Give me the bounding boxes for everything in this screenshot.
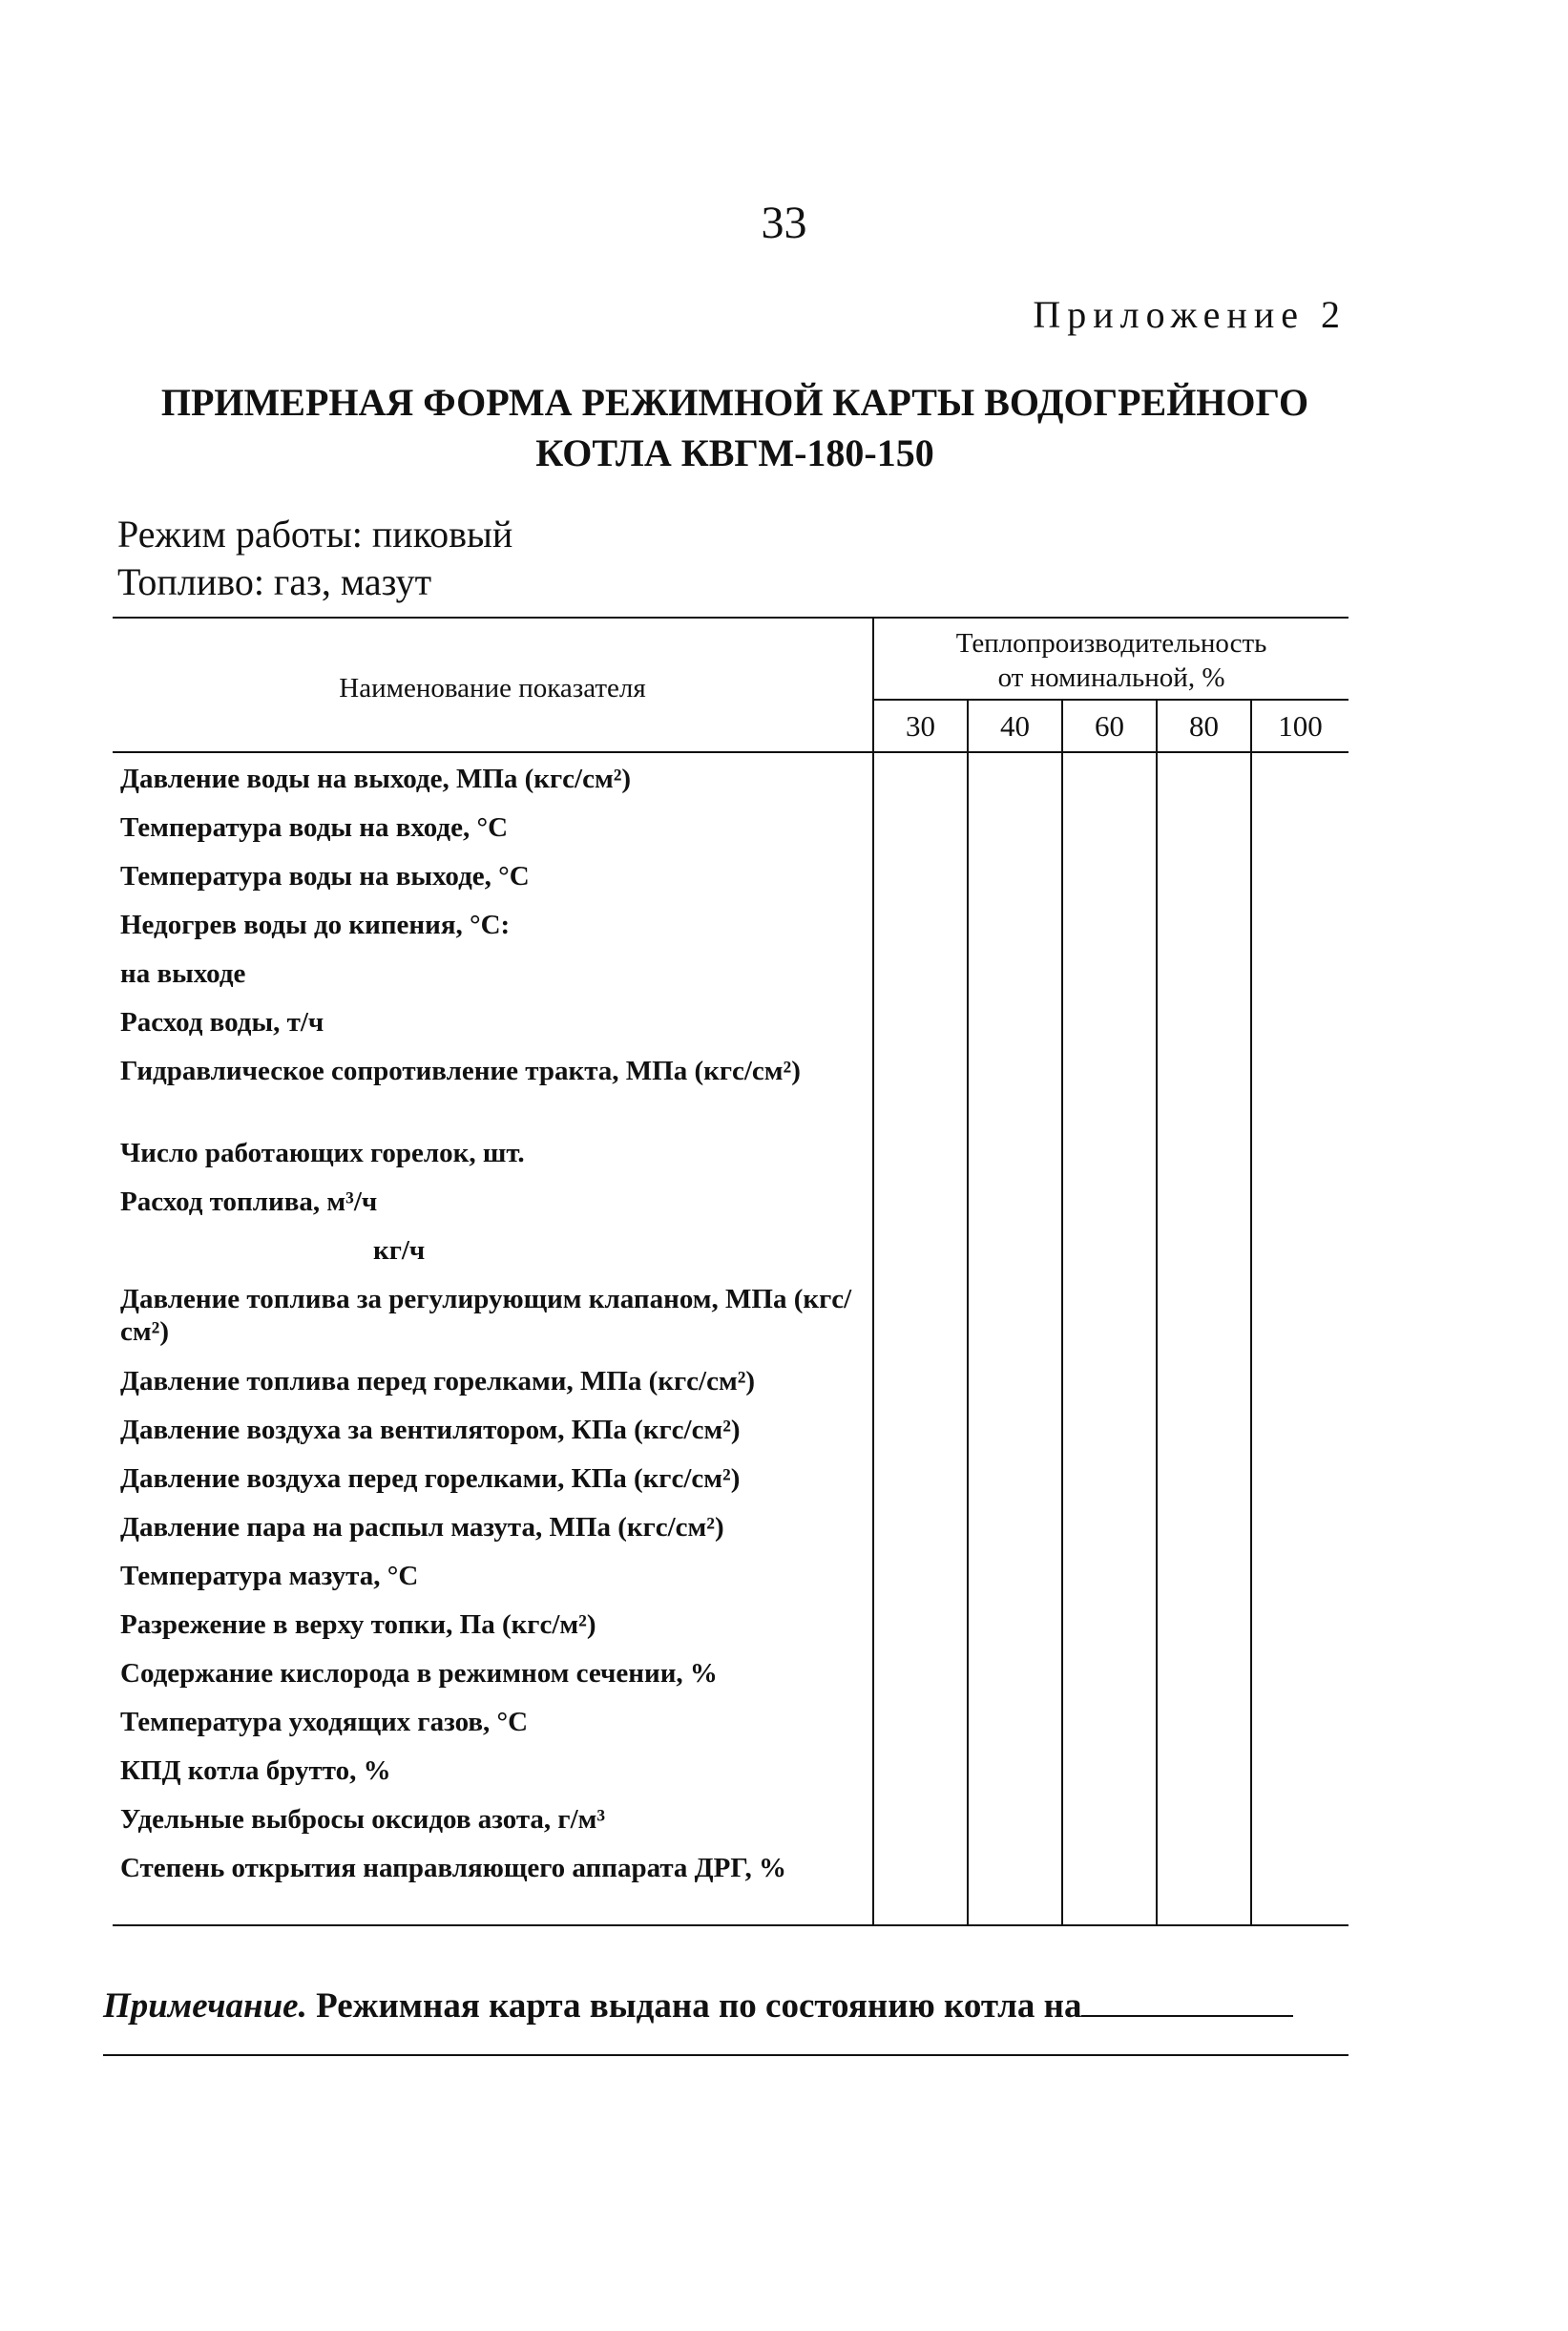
value-cell — [873, 1550, 968, 1599]
value-cell — [1062, 1045, 1157, 1127]
value-cell — [1251, 1404, 1348, 1453]
value-cell — [968, 1355, 1062, 1404]
row-label: Степень открытия направляющего аппарата ДРГ, % — [113, 1842, 873, 1925]
value-cell — [968, 802, 1062, 850]
value-cell — [873, 1648, 968, 1696]
capacity-group-header — [873, 618, 1348, 700]
value-cell — [1251, 899, 1348, 948]
table-row — [113, 1176, 1348, 1225]
value-cell — [1157, 1225, 1251, 1273]
bottom-rule — [103, 2054, 1348, 2056]
value-cell — [1062, 899, 1157, 948]
value-cell — [1157, 850, 1251, 899]
load-column-header: 80 — [1157, 700, 1251, 752]
value-cell — [1251, 1225, 1348, 1273]
capacity-header-line-2: от номинальной, % — [997, 662, 1225, 694]
table-row — [113, 1453, 1348, 1502]
capacity-header-line-1: Теплопроизводительность — [955, 628, 1267, 660]
value-cell — [1157, 802, 1251, 850]
value-cell — [1062, 1648, 1157, 1696]
row-label: Давление пара на распыл мазута, МПа (кгс/см²) — [113, 1502, 873, 1550]
value-cell — [1062, 1225, 1157, 1273]
table-row — [113, 1045, 1348, 1127]
value-cell — [873, 1273, 968, 1355]
load-column-header: 100 — [1251, 700, 1348, 752]
value-cell — [1251, 802, 1348, 850]
table-row — [113, 1273, 1348, 1355]
row-label: Температура мазута, °С — [113, 1550, 873, 1599]
value-cell — [1157, 899, 1251, 948]
value-cell — [1251, 1127, 1348, 1176]
row-label: Удельные выбросы оксидов азота, г/м³ — [113, 1794, 873, 1842]
value-cell — [968, 1273, 1062, 1355]
value-cell — [968, 752, 1062, 802]
table-row — [113, 899, 1348, 948]
value-cell — [873, 1127, 968, 1176]
row-label: Давление воздуха за вентилятором, КПа (кгс/см²) — [113, 1404, 873, 1453]
document-meta — [117, 511, 512, 606]
table-row — [113, 1355, 1348, 1404]
value-cell — [968, 997, 1062, 1045]
value-cell — [1251, 1273, 1348, 1355]
value-cell — [968, 1794, 1062, 1842]
row-label: Давление топлива перед горелками, МПа (кгс/см²) — [113, 1355, 873, 1404]
value-cell — [1062, 1842, 1157, 1925]
value-cell — [1251, 1502, 1348, 1550]
value-cell — [1251, 1355, 1348, 1404]
row-label: Расход воды, т/ч — [113, 997, 873, 1045]
note-blank-line — [1081, 1992, 1293, 2017]
table-row — [113, 1696, 1348, 1745]
mode-line: Режим работы: пиковый — [117, 513, 513, 556]
value-cell — [1251, 752, 1348, 802]
table-row — [113, 1404, 1348, 1453]
value-cell — [1251, 1648, 1348, 1696]
value-cell — [968, 1045, 1062, 1127]
value-cell — [1157, 1648, 1251, 1696]
note-label: Примечание. — [103, 1986, 307, 2026]
table-row — [113, 1794, 1348, 1842]
row-label: Давление топлива за регулирующим клапаном, МПа (кгс/см²) — [113, 1273, 873, 1355]
row-label: Недогрев воды до кипения, °С: — [113, 899, 873, 948]
value-cell — [873, 1045, 968, 1127]
page-number: 33 — [761, 198, 807, 248]
value-cell — [1157, 1355, 1251, 1404]
value-cell — [873, 1225, 968, 1273]
value-cell — [968, 850, 1062, 899]
table-row — [113, 1745, 1348, 1794]
value-cell — [1251, 1453, 1348, 1502]
row-label: Гидравлическое сопротивление тракта, МПа (кгс/см²) — [113, 1045, 873, 1127]
value-cell — [968, 1745, 1062, 1794]
load-column-header: 30 — [873, 700, 968, 752]
document-title — [115, 377, 1355, 478]
table-row — [113, 997, 1348, 1045]
table-row — [113, 1502, 1348, 1550]
value-cell — [873, 1745, 968, 1794]
value-cell — [1251, 1696, 1348, 1745]
value-cell — [873, 1842, 968, 1925]
row-label — [113, 1225, 873, 1273]
value-cell — [1062, 1355, 1157, 1404]
value-cell — [1157, 1842, 1251, 1925]
value-cell — [1251, 1745, 1348, 1794]
value-cell — [1251, 1842, 1348, 1925]
value-cell — [1157, 1502, 1251, 1550]
value-cell — [968, 1225, 1062, 1273]
value-cell — [968, 1502, 1062, 1550]
row-label: на выходе — [113, 948, 873, 997]
value-cell — [873, 1696, 968, 1745]
value-cell — [1062, 1696, 1157, 1745]
value-cell — [1157, 1550, 1251, 1599]
value-cell — [968, 899, 1062, 948]
row-label: Число работающих горелок, шт. — [113, 1127, 873, 1176]
table-row — [113, 1550, 1348, 1599]
value-cell — [1157, 1453, 1251, 1502]
value-cell — [873, 1794, 968, 1842]
note-text: Режимная карта выдана по состоянию котла на — [316, 1986, 1082, 2026]
value-cell — [968, 1453, 1062, 1502]
row-label: Расход топлива, м³/ч — [113, 1176, 873, 1225]
row-label: Содержание кислорода в режимном сечении, % — [113, 1648, 873, 1696]
value-cell — [1062, 1550, 1157, 1599]
table-row — [113, 752, 1348, 802]
table-row — [113, 850, 1348, 899]
value-cell — [1157, 1745, 1251, 1794]
value-cell — [873, 1502, 968, 1550]
value-cell — [873, 997, 968, 1045]
value-cell — [873, 802, 968, 850]
value-cell — [968, 1599, 1062, 1648]
value-cell — [1157, 1696, 1251, 1745]
value-cell — [1251, 997, 1348, 1045]
table-row — [113, 1225, 1348, 1273]
value-cell — [1157, 1127, 1251, 1176]
row-label: Температура воды на выходе, °С — [113, 850, 873, 899]
value-cell — [1157, 752, 1251, 802]
value-cell — [1157, 1404, 1251, 1453]
table-row — [113, 1599, 1348, 1648]
table-row — [113, 948, 1348, 997]
appendix-label: Приложение 2 — [1033, 293, 1347, 336]
row-label: Температура уходящих газов, °С — [113, 1696, 873, 1745]
row-label: Разрежение в верху топки, Па (кгс/м²) — [113, 1599, 873, 1648]
value-cell — [1062, 997, 1157, 1045]
fuel-line: Топливо: газ, мазут — [117, 560, 432, 603]
value-cell — [968, 1550, 1062, 1599]
value-cell — [1157, 948, 1251, 997]
value-cell — [1251, 850, 1348, 899]
value-cell — [1251, 1176, 1348, 1225]
value-cell — [968, 1176, 1062, 1225]
value-cell — [1157, 1794, 1251, 1842]
value-cell — [1251, 1599, 1348, 1648]
value-cell — [968, 1648, 1062, 1696]
value-cell — [968, 1404, 1062, 1453]
value-cell — [1062, 1502, 1157, 1550]
value-cell — [1062, 1176, 1157, 1225]
value-cell — [1157, 1045, 1251, 1127]
value-cell — [1062, 1453, 1157, 1502]
value-cell — [1062, 1599, 1157, 1648]
value-cell — [873, 1599, 968, 1648]
value-cell — [1251, 1550, 1348, 1599]
value-cell — [1062, 1273, 1157, 1355]
value-cell — [1062, 1404, 1157, 1453]
row-label: КПД котла брутто, % — [113, 1745, 873, 1794]
title-line-1: ПРИМЕРНАЯ ФОРМА РЕЖИМНОЙ КАРТЫ ВОДОГРЕЙНОГО — [160, 381, 1309, 424]
title-line-2: КОТЛА КВГМ-180-150 — [535, 431, 934, 474]
value-cell — [1062, 802, 1157, 850]
table-row — [113, 1842, 1348, 1925]
row-label: Давление воды на выходе, МПа (кгс/см²) — [113, 752, 873, 802]
value-cell — [1062, 1745, 1157, 1794]
value-cell — [873, 752, 968, 802]
value-cell — [968, 1842, 1062, 1925]
value-cell — [873, 1404, 968, 1453]
value-cell — [968, 1127, 1062, 1176]
regime-table — [113, 617, 1347, 1926]
table-row — [113, 1127, 1348, 1176]
value-cell — [873, 1355, 968, 1404]
value-cell — [1251, 1045, 1348, 1127]
row-label: Температура воды на входе, °С — [113, 802, 873, 850]
value-cell — [1062, 1794, 1157, 1842]
value-cell — [1062, 850, 1157, 899]
note — [103, 1985, 1293, 2026]
row-label-indented: кг/ч — [373, 1235, 426, 1266]
value-cell — [873, 1453, 968, 1502]
value-cell — [1251, 948, 1348, 997]
table-row — [113, 1648, 1348, 1696]
value-cell — [1157, 1599, 1251, 1648]
value-cell — [968, 1696, 1062, 1745]
value-cell — [1251, 1794, 1348, 1842]
value-cell — [873, 1176, 968, 1225]
name-column-header: Наименование показателя — [113, 618, 873, 752]
table-row — [113, 802, 1348, 850]
row-label: Давление воздуха перед горелками, КПа (кгс/см²) — [113, 1453, 873, 1502]
value-cell — [1062, 948, 1157, 997]
load-column-header: 60 — [1062, 700, 1157, 752]
value-cell — [873, 850, 968, 899]
value-cell — [873, 899, 968, 948]
value-cell — [1062, 752, 1157, 802]
value-cell — [873, 948, 968, 997]
value-cell — [968, 948, 1062, 997]
value-cell — [1157, 1176, 1251, 1225]
value-cell — [1062, 1127, 1157, 1176]
value-cell — [1157, 997, 1251, 1045]
value-cell — [1157, 1273, 1251, 1355]
load-column-header: 40 — [968, 700, 1062, 752]
